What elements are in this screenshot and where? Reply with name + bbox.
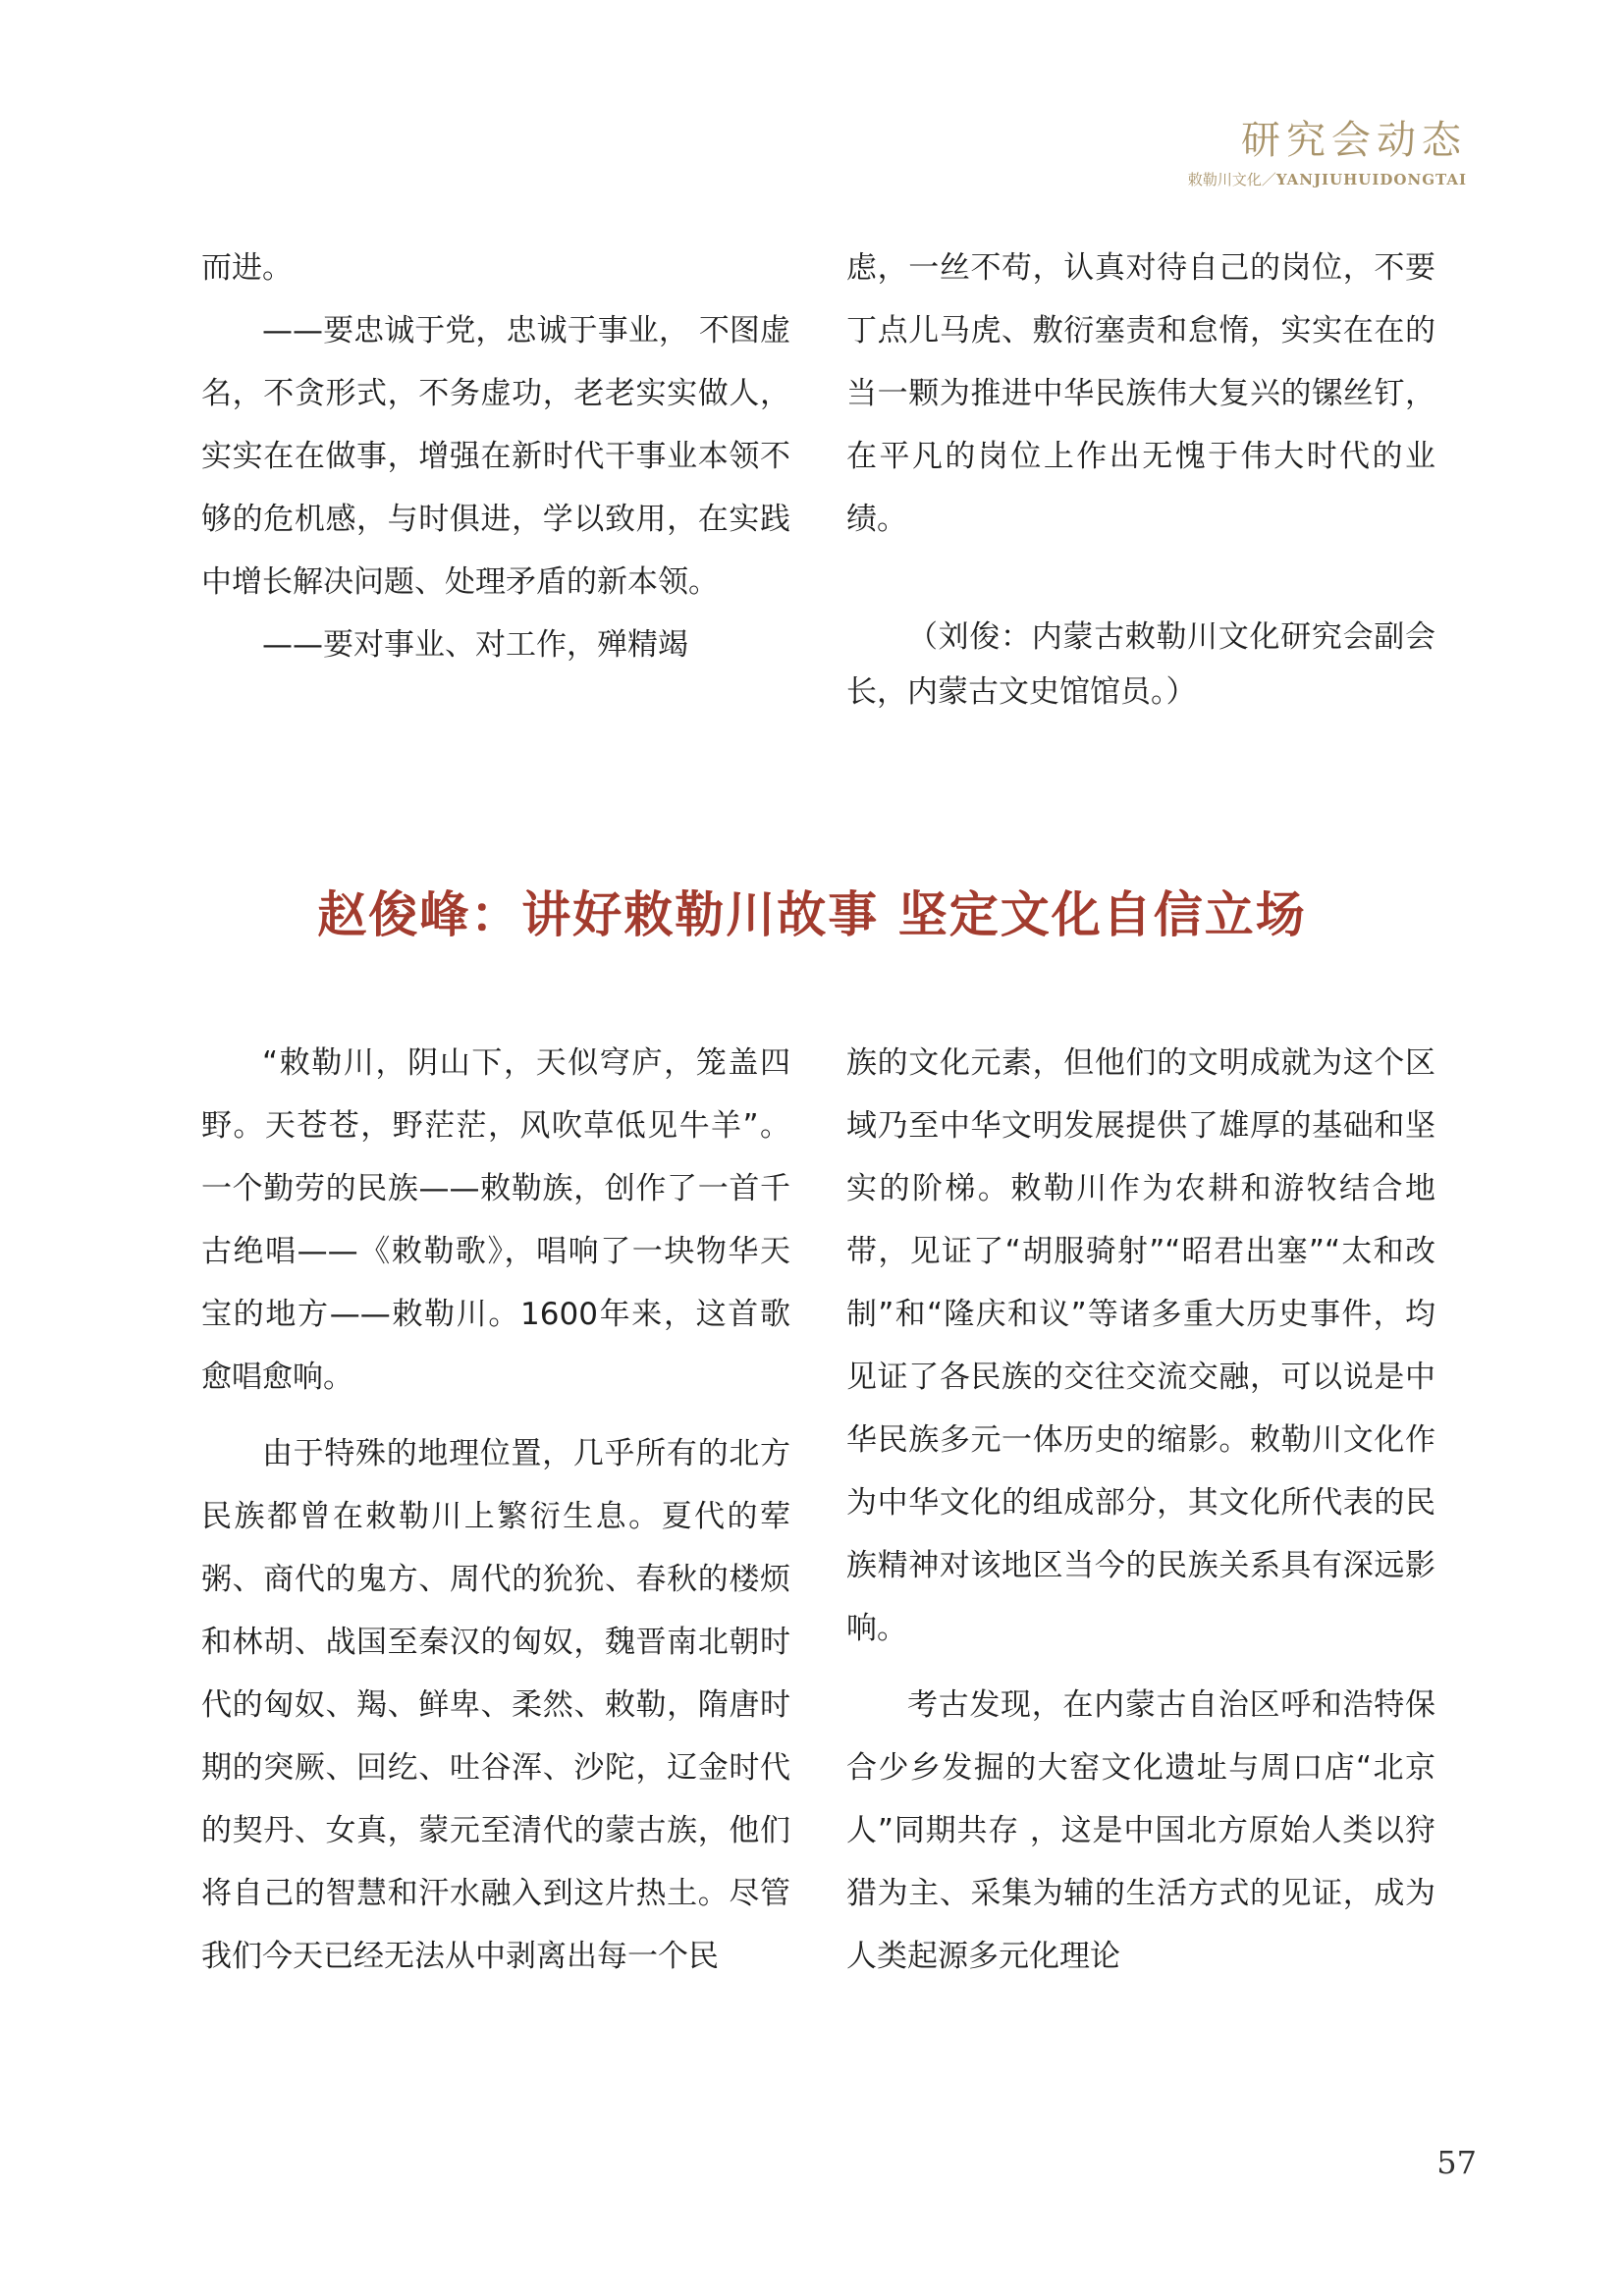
article2-paragraph: 族的文化元素，但他们的文明成就为这个区域乃至中华文明发展提供了雄厚的基础和坚实的阶梯。敕勒川作为农耕和游牧结合地带，见证了“胡服骑射”“昭君出塞”“太和改制”和“隆庆和议”等诸多重大历史事件，均见证了各民族的交往交流交融，可以说是中华民族多元一体历史的缩影。敕勒川文化作为中华文化的组成部分，其文化所代表的民族精神对该地区当今的民族关系具有深远影响。 (846, 1045, 1435, 1646)
article1-paragraph: 虑，一丝不苟，认真对待自己的岗位，不要丁点儿马虎、敷衍塞责和怠惰，实实在在的当一颗为推进中华民族伟大复兴的镙丝钉，在平凡的岗位上作出无愧于伟大时代的业绩。 (846, 250, 1435, 537)
page-number: 57 (1436, 2144, 1477, 2181)
paragraph-spacer (201, 1409, 790, 1422)
author-byline-block (846, 610, 1435, 720)
magazine-name: 敕勒川文化 (1187, 171, 1262, 188)
section-subtitle (1188, 169, 1467, 190)
article2-paragraph: 由于特殊的地理位置，几乎所有的北方民族都曾在敕勒川上繁衍生息。夏代的荤粥、商代的鬼方、周代的狁狁、春秋的楼烦和林胡、战国至秦汉的匈奴，魏晋南北朝时代的匈奴、羯、鲜卑、柔然、敕勒，隋唐时期的突厥、回纥、吐谷浑、沙陀，辽金时代的契丹、女真，蒙元至清代的蒙古族，他们将自己的智慧和汗水融入到这片热土。尽管我们今天已经无法从中剥离出每一个民 (201, 1436, 790, 1974)
article2-left-column (201, 1032, 790, 1988)
article1-paragraph: ——要忠诚于党，忠诚于事业， 不图虚名，不贪形式，不务虚功，老老实实做人，实实在在做事，增强在新时代干事业本领不够的危机感，与时俱进，学以致用，在实践中增长解决问题、处理矛盾的新本领。 (201, 313, 790, 600)
page-header (1188, 116, 1467, 190)
byline-spacer (846, 551, 1435, 610)
article2-right-column (846, 1032, 1435, 1988)
article1-right-column (846, 237, 1435, 720)
article-headline: 赵俊峰：讲好敕勒川故事 坚定文化自信立场 (317, 886, 1307, 943)
article1-paragraph: 而进。 (201, 250, 293, 286)
author-byline: （刘俊：内蒙古敕勒川文化研究会副会长，内蒙古文史馆馆员。） (846, 619, 1435, 710)
article2-paragraph: 考古发现，在内蒙古自治区呼和浩特保合少乡发掘的大窑文化遗址与周口店“北京人”同期共存 ，这是中国北方原始人类以狩猎为主、采集为辅的生活方式的见证，成为人类起源多元化理论 (846, 1687, 1435, 1974)
section-pinyin: YANJIUHUIDONGTAI (1275, 171, 1467, 188)
section-title: 研究会动态 (1241, 118, 1467, 163)
subtitle-separator: ／ (1261, 171, 1276, 188)
article1-left-column (201, 237, 790, 676)
article1-paragraph: ——要对事业、对工作，殚精竭 (262, 627, 688, 663)
article2-paragraph: “敕勒川，阴山下，天似穹庐，笼盖四野。天苍苍，野茫茫，风吹草低见牛羊”。一个勤劳的民族——敕勒族，创作了一首千古绝唱——《敕勒歌》，唱响了一块物华天宝的地方——敕勒川。1600年来，这首歌愈唱愈响。 (201, 1045, 790, 1395)
paragraph-spacer (846, 1660, 1435, 1674)
